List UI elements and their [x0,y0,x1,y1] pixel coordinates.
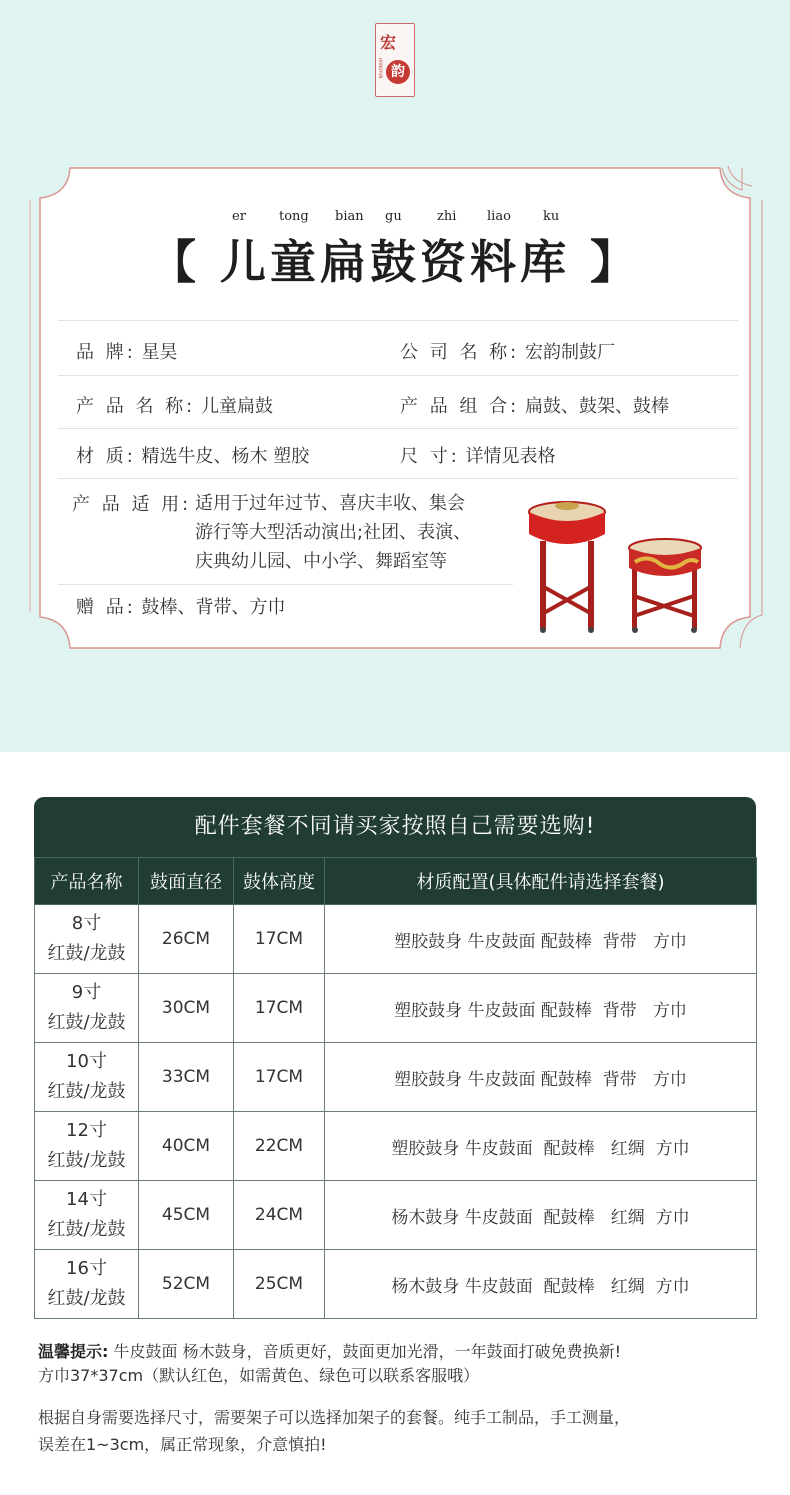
pinyin-7: ku [543,209,560,224]
cell-size: 8寸 [71,913,102,934]
cell-size: 10寸 [66,1051,107,1072]
product-label: 产 品 名 称: [76,396,196,417]
tips-line-2: 方巾37*37cm（默认红色，如需黄色、绿色可以联系客服哦） [38,1366,480,1385]
brand-row [76,338,178,364]
size-row [400,442,556,468]
cell-type: 红鼓/龙鼓 [47,1081,126,1102]
cell-height: 25CM [234,1250,325,1319]
cell-diameter: 52CM [139,1250,234,1319]
divider [58,375,738,376]
divider [58,428,738,429]
cell-type: 红鼓/龙鼓 [47,943,126,964]
divider [58,478,738,479]
drum-product-image [520,496,710,636]
brand-value: 星昊 [141,342,178,363]
cell-config: 塑胶鼓身 牛皮鼓面 配鼓棒 红绸 方巾 [325,1112,757,1181]
brand-label: 品 牌: [76,342,136,363]
cell-diameter: 33CM [139,1043,234,1112]
logo-char-2: 韵 [386,60,410,84]
cell-diameter: 26CM [139,905,234,974]
tips-line-1 [38,1340,758,1364]
cell-name [35,1181,139,1250]
table-row [35,974,757,1043]
spec-table [34,797,756,1319]
tips-block [38,1340,758,1388]
notice-line-2: 误差在1~3cm，属正常现象，介意慎拍! [38,1435,327,1454]
combo-value: 扁鼓、鼓架、鼓棒 [524,396,669,417]
cell-diameter: 40CM [139,1112,234,1181]
cell-name [35,1112,139,1181]
cell-diameter: 45CM [139,1181,234,1250]
usage-label-text: 产 品 适 用: [72,494,192,515]
table-row [35,1043,757,1112]
spec-grid [34,857,757,1319]
usage-line: 游行等大型活动演出;社团、表演、 [195,522,472,543]
cell-config: 塑胶鼓身 牛皮鼓面 配鼓棒 背带 方巾 [325,974,757,1043]
logo-pinyin: HONGYUN [378,58,383,79]
company-label: 公 司 名 称: [400,342,520,363]
cell-type: 红鼓/龙鼓 [47,1219,126,1240]
table-row [35,905,757,974]
cell-config: 塑胶鼓身 牛皮鼓面 配鼓棒 背带 方巾 [325,905,757,974]
pinyin-1: er [232,209,246,224]
table-row [35,1112,757,1181]
cell-height: 17CM [234,1043,325,1112]
usage-line: 适用于过年过节、喜庆丰收、集会 [195,493,465,514]
divider [58,584,513,585]
table-row [35,1250,757,1319]
pinyin-4: gu [385,209,402,224]
table-row [35,1181,757,1250]
col-header-height: 鼓体高度 [234,858,325,905]
col-header-name: 产品名称 [35,858,139,905]
cell-config: 塑胶鼓身 牛皮鼓面 配鼓棒 背带 方巾 [325,1043,757,1112]
material-value: 精选牛皮、杨木 塑胶 [141,446,310,467]
usage-label [72,490,191,516]
cell-type: 红鼓/龙鼓 [47,1288,126,1309]
table-banner: 配件套餐不同请买家按照自己需要选购! [34,797,756,857]
company-row [400,338,615,364]
divider [58,320,738,321]
cell-height: 22CM [234,1112,325,1181]
combo-label: 产 品 组 合: [400,396,520,417]
pinyin-5: zhi [437,209,457,224]
cell-size: 14寸 [66,1189,107,1210]
col-header-diameter: 鼓面直径 [139,858,234,905]
product-value: 儿童扁鼓 [200,396,273,417]
cell-type: 红鼓/龙鼓 [47,1150,126,1171]
cell-size: 12寸 [66,1120,107,1141]
pinyin-6: liao [487,209,511,224]
cell-height: 24CM [234,1181,325,1250]
cell-type: 红鼓/龙鼓 [47,1012,126,1033]
usage-text [195,489,471,576]
size-value: 详情见表格 [465,446,556,467]
material-label: 材 质: [76,446,136,467]
red-drum-icon [529,502,605,633]
gift-value: 鼓棒、背带、方巾 [141,597,286,618]
combo-row [400,392,669,418]
usage-line: 庆典幼儿园、中小学、舞蹈室等 [195,551,447,572]
logo-char-1: 宏 [380,33,397,52]
cell-config: 杨木鼓身 牛皮鼓面 配鼓棒 红绸 方巾 [325,1181,757,1250]
pinyin-2: tong [279,209,309,224]
cell-diameter: 30CM [139,974,234,1043]
dragon-drum-icon [629,539,701,633]
company-value: 宏韵制鼓厂 [524,342,615,363]
size-label: 尺 寸: [400,446,460,467]
product-row [76,392,273,418]
cell-height: 17CM [234,974,325,1043]
cell-size: 16寸 [66,1258,107,1279]
cell-config: 杨木鼓身 牛皮鼓面 配鼓棒 红绸 方巾 [325,1250,757,1319]
cell-size: 9寸 [71,982,102,1003]
notice-block [38,1404,758,1458]
tips-text: 牛皮鼓面 杨木鼓身，音质更好，鼓面更加光滑，一年鼓面打破免费换新! [108,1342,621,1361]
cell-name [35,1250,139,1319]
tips-label: 温馨提示: [38,1342,109,1361]
cell-name [35,905,139,974]
table-header-row [35,858,757,905]
pinyin-3: bian [335,209,364,224]
cell-name [35,1043,139,1112]
material-row [76,442,309,468]
notice-line-1: 根据自身需要选择尺寸，需要架子可以选择加架子的套餐。纯手工制品，手工测量， [38,1408,631,1427]
cell-height: 17CM [234,905,325,974]
page-title: 【 儿童扁鼓资料库 】 [149,235,641,289]
cell-name [35,974,139,1043]
col-header-config: 材质配置(具体配件请选择套餐) [325,858,757,905]
gift-row [76,593,286,619]
gift-label: 赠 品: [76,597,136,618]
